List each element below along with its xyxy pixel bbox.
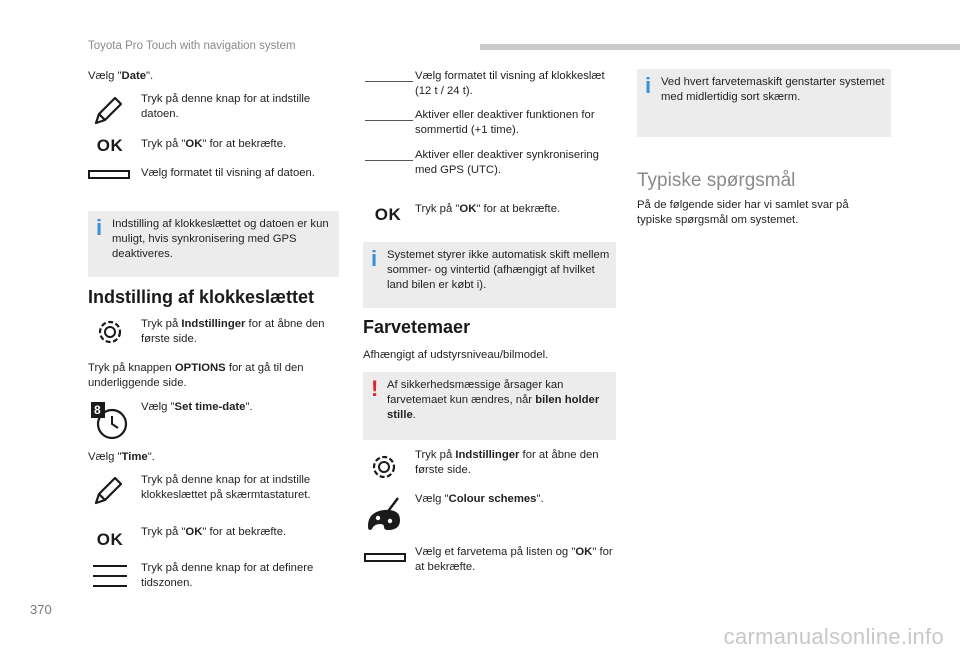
col1-step1: Tryk på denne knap for at indstille datoen. [141, 93, 311, 120]
col1-step4: Tryk på Indstillinger for at åbne den første side. [141, 318, 325, 345]
warning-note [363, 372, 616, 440]
col2-step4: Tryk på "OK" for at bekræfte. [415, 203, 561, 215]
info-note [88, 211, 339, 277]
options-text: Tryk på knappen OPTIONS for at gå til den underliggende side. [88, 362, 304, 389]
section-heading-time: Indstilling af klokkeslættet [88, 287, 315, 307]
col1-step3: Vælg formatet til visning af datoen. [141, 167, 315, 179]
badge-number: 8 [94, 403, 101, 417]
col1-step8: Tryk på denne knap for at definere tidszonen. [141, 562, 314, 589]
col2-step5: Tryk på Indstillinger for at åbne den første side. [415, 449, 599, 476]
col1-step7: Tryk på "OK" for at bekræfte. [141, 526, 287, 538]
info-note-text: Systemet styrer ikke automatisk skift mellem sommer- og vintertid (afhængigt af hvilket land bilen er købt i). [387, 249, 610, 291]
col1-step2: Tryk på "OK" for at bekræfte. [141, 138, 287, 150]
header-bar [480, 44, 960, 50]
select-date-text: Vælg "Date". [88, 70, 154, 82]
section-heading-faq: Typiske spørgsmål [637, 170, 796, 191]
page-number: 370 [30, 602, 52, 617]
info-note-text: Indstilling af klokkeslættet og datoen er kun muligt, hvis synkronisering med GPS deaktiveres. [112, 218, 329, 260]
col1-step6: Tryk på denne knap for at indstille klokkeslættet på skærmtastaturet. [141, 474, 311, 501]
colors-intro: Afhængigt af udstyrsniveau/bilmodel. [363, 349, 549, 361]
info-note-text: Ved hvert farvetemaskift genstarter systemet med midlertidig sort skærm. [661, 76, 885, 103]
col2-step1: Vælg formatet til visning af klokkeslæt (12 t / 24 t). [415, 70, 605, 97]
menu-lines-icon [92, 561, 128, 591]
info-icon: i [645, 73, 652, 98]
watermark: carmanualsonline.info [723, 624, 944, 649]
select-time-text: Vælg "Time". [88, 451, 155, 463]
line-indicator-icon [364, 118, 414, 122]
header-title: Toyota Pro Touch with navigation system [88, 40, 296, 52]
pencil-icon [90, 474, 126, 508]
ok-icon: OK [374, 204, 402, 224]
format-field-icon [86, 167, 132, 181]
info-note [637, 69, 891, 137]
faq-intro: På de følgende sider har vi samlet svar på typiske spørgsmål om systemet. [637, 199, 849, 226]
line-indicator-icon [364, 79, 414, 83]
settings-gear-icon [368, 451, 400, 483]
line-indicator-icon [364, 158, 414, 162]
info-icon: i [96, 215, 103, 240]
col1-step5: Vælg "Set time-date". [141, 401, 253, 413]
col2-step2: Aktiver eller deaktiver funktionen for sommertid (+1 time). [415, 109, 595, 136]
list-field-icon [362, 550, 408, 564]
settings-gear-icon [94, 316, 126, 348]
info-icon: i [371, 246, 378, 271]
section-heading-colors: Farvetemaer [363, 317, 471, 337]
info-note [363, 242, 616, 308]
col2-step7: Vælg et farvetema på listen og "OK" for at bekræfte. [415, 546, 613, 573]
warning-note-text: Af sikkerhedsmæssige årsager kan farvetemaet kun ændres, når bilen holder stille. [387, 379, 600, 421]
ok-icon: OK [96, 529, 124, 549]
palette-icon [364, 494, 406, 536]
clock-options-icon [90, 400, 130, 440]
warning-icon: ! [371, 376, 379, 401]
pencil-icon [90, 94, 126, 128]
col2-step6: Vælg "Colour schemes". [415, 493, 544, 505]
col2-step3: Aktiver eller deaktiver synkronisering med GPS (UTC). [415, 149, 599, 176]
ok-icon: OK [96, 135, 124, 155]
